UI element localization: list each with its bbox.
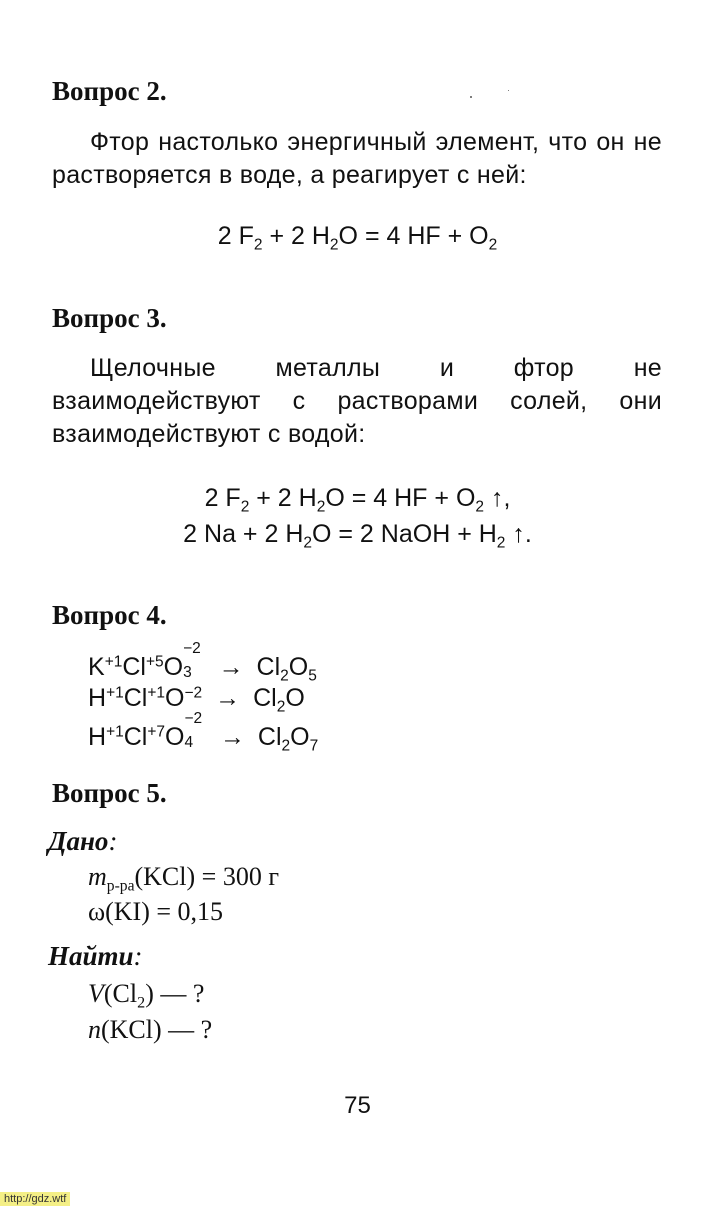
question-2-text: Фтор настолько энергичный элемент, что он не растворяется в воде, а реагирует с ней: bbox=[52, 128, 662, 189]
reaction-line-3: $H^{+1}Cl^{+7}O$ −2 4 → $Cl_2O_7$ bbox=[88, 710, 319, 755]
question-2-equation: 2 $F_2 + 2$ $H_2O = 4$ HF + $O_2$ bbox=[217, 222, 498, 254]
question-2-heading: Вопрос 2. bbox=[52, 76, 167, 106]
question-3-equation-2: 2 Na + 2 $H_2O = 2$ NaOH + $H_2$ ↑. bbox=[183, 520, 532, 552]
arrow-icon: → bbox=[219, 723, 245, 751]
question-4-heading: Вопрос 4. bbox=[52, 600, 167, 630]
question-3-text: Щелочные металлы и фтор не взаимодействуют с растворами солей, они взаимодействуют с водой: bbox=[52, 354, 662, 448]
arrow-icon: → bbox=[215, 684, 241, 712]
given-label: Дано: bbox=[48, 826, 118, 856]
given-mass: $m_{р-ра}(KCl) = 300$ г bbox=[88, 862, 279, 895]
question-3-equation-1: 2 $F_2 + 2$ $H_2O = 4$ HF + $O_2$ ↑, bbox=[204, 484, 511, 516]
find-label: Найти: bbox=[48, 941, 143, 971]
reaction-line-1: $K^{+1}Cl^{+5}O$ −2 3 → $Cl_2O_5$ bbox=[88, 640, 317, 685]
find-volume: $V(Cl_2)$ — ? bbox=[88, 979, 205, 1012]
given-fraction: ω(KI) = 0,15 bbox=[88, 897, 224, 926]
speck-1 bbox=[470, 96, 472, 98]
arrow-icon: → bbox=[218, 653, 244, 681]
page-number: 75 bbox=[344, 1092, 371, 1119]
question-3-heading: Вопрос 3. bbox=[52, 303, 167, 333]
speck-2 bbox=[508, 90, 509, 91]
question-5-heading: Вопрос 5. bbox=[52, 778, 167, 808]
find-amount: n(KCl) — ? bbox=[88, 1015, 213, 1044]
reaction-line-2: $H^{+1}Cl^{+1}O^{-2} \to Cl_2O$ bbox=[88, 684, 305, 716]
watermark-link[interactable]: http://gdz.wtf bbox=[0, 1192, 70, 1206]
